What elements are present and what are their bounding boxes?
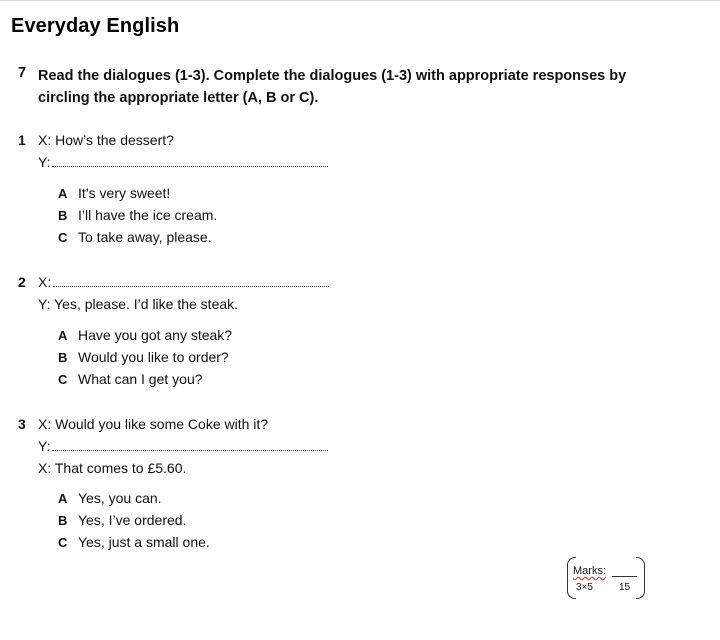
answer-option[interactable] xyxy=(58,512,186,528)
marks-calculation: 3×5 xyxy=(576,582,593,593)
option-letter: C xyxy=(58,230,68,245)
option-text: To take away, please. xyxy=(78,229,212,245)
option-text: Yes, you can. xyxy=(78,490,162,506)
answer-option[interactable] xyxy=(58,534,210,550)
dialogue-line-blank xyxy=(38,274,329,290)
dialogue-text: Would you like some Coke with it? xyxy=(55,416,269,432)
option-text: Yes, I’ve ordered. xyxy=(78,512,187,528)
option-letter: C xyxy=(58,372,68,387)
question-number: 1 xyxy=(18,132,26,148)
answer-option[interactable] xyxy=(58,207,217,223)
option-text: What can I get you? xyxy=(78,371,203,387)
dialogue-line xyxy=(38,296,238,312)
answer-option[interactable] xyxy=(58,327,232,343)
answer-option[interactable] xyxy=(58,490,162,506)
speaker-label: Y: xyxy=(38,438,51,454)
question-number: 3 xyxy=(18,416,26,432)
answer-option[interactable] xyxy=(58,371,203,387)
right-bracket xyxy=(636,557,645,599)
dialogue-line xyxy=(38,132,174,148)
marks-score-blank[interactable] xyxy=(612,576,637,577)
answer-blank[interactable] xyxy=(52,162,328,167)
option-text: I’ll have the ice cream. xyxy=(78,207,218,223)
answer-option[interactable] xyxy=(58,229,212,245)
section-title: Everyday English xyxy=(11,15,180,37)
speaker-label: X: xyxy=(38,274,52,290)
speaker-label: X: xyxy=(38,132,52,148)
answer-option[interactable] xyxy=(58,349,229,365)
top-divider xyxy=(0,0,720,1)
dialogue-line xyxy=(38,460,186,476)
dialogue-text: How’s the dessert? xyxy=(55,132,174,148)
answer-option[interactable] xyxy=(58,185,170,201)
option-letter: C xyxy=(58,535,68,550)
option-letter: B xyxy=(58,350,68,365)
speaker-label: Y: xyxy=(38,296,51,312)
exercise-number: 7 xyxy=(18,65,27,81)
left-bracket xyxy=(567,557,576,599)
dialogue-line xyxy=(38,416,268,432)
dialogue-text: That comes to £5.60. xyxy=(54,460,187,476)
option-letter: B xyxy=(58,208,68,223)
option-letter: A xyxy=(58,328,68,343)
marks-box xyxy=(567,557,645,599)
option-text: Yes, just a small one. xyxy=(78,534,210,550)
option-text: Would you like to order? xyxy=(78,349,229,365)
option-letter: A xyxy=(58,186,68,201)
dialogue-text: Yes, please. I’d like the steak. xyxy=(54,296,239,312)
dialogue-line-blank xyxy=(38,438,328,454)
speaker-label: X: xyxy=(38,460,52,476)
exercise-instruction: Read the dialogues (1-3). Complete the dialogues (1-3) with appropriate responses by circling the appropriate letter (A, B or C). xyxy=(38,68,627,106)
option-letter: A xyxy=(58,491,68,506)
marks-label: Marks: xyxy=(573,565,606,577)
answer-blank[interactable] xyxy=(52,446,328,451)
option-text: It’s very sweet! xyxy=(78,185,171,201)
option-letter: B xyxy=(58,513,68,528)
speaker-label: Y: xyxy=(38,154,51,170)
dialogue-line-blank xyxy=(38,154,328,170)
marks-total: 15 xyxy=(619,582,631,593)
question-number: 2 xyxy=(18,274,26,290)
speaker-label: X: xyxy=(38,416,52,432)
option-text: Have you got any steak? xyxy=(78,327,233,343)
answer-blank[interactable] xyxy=(53,282,329,287)
